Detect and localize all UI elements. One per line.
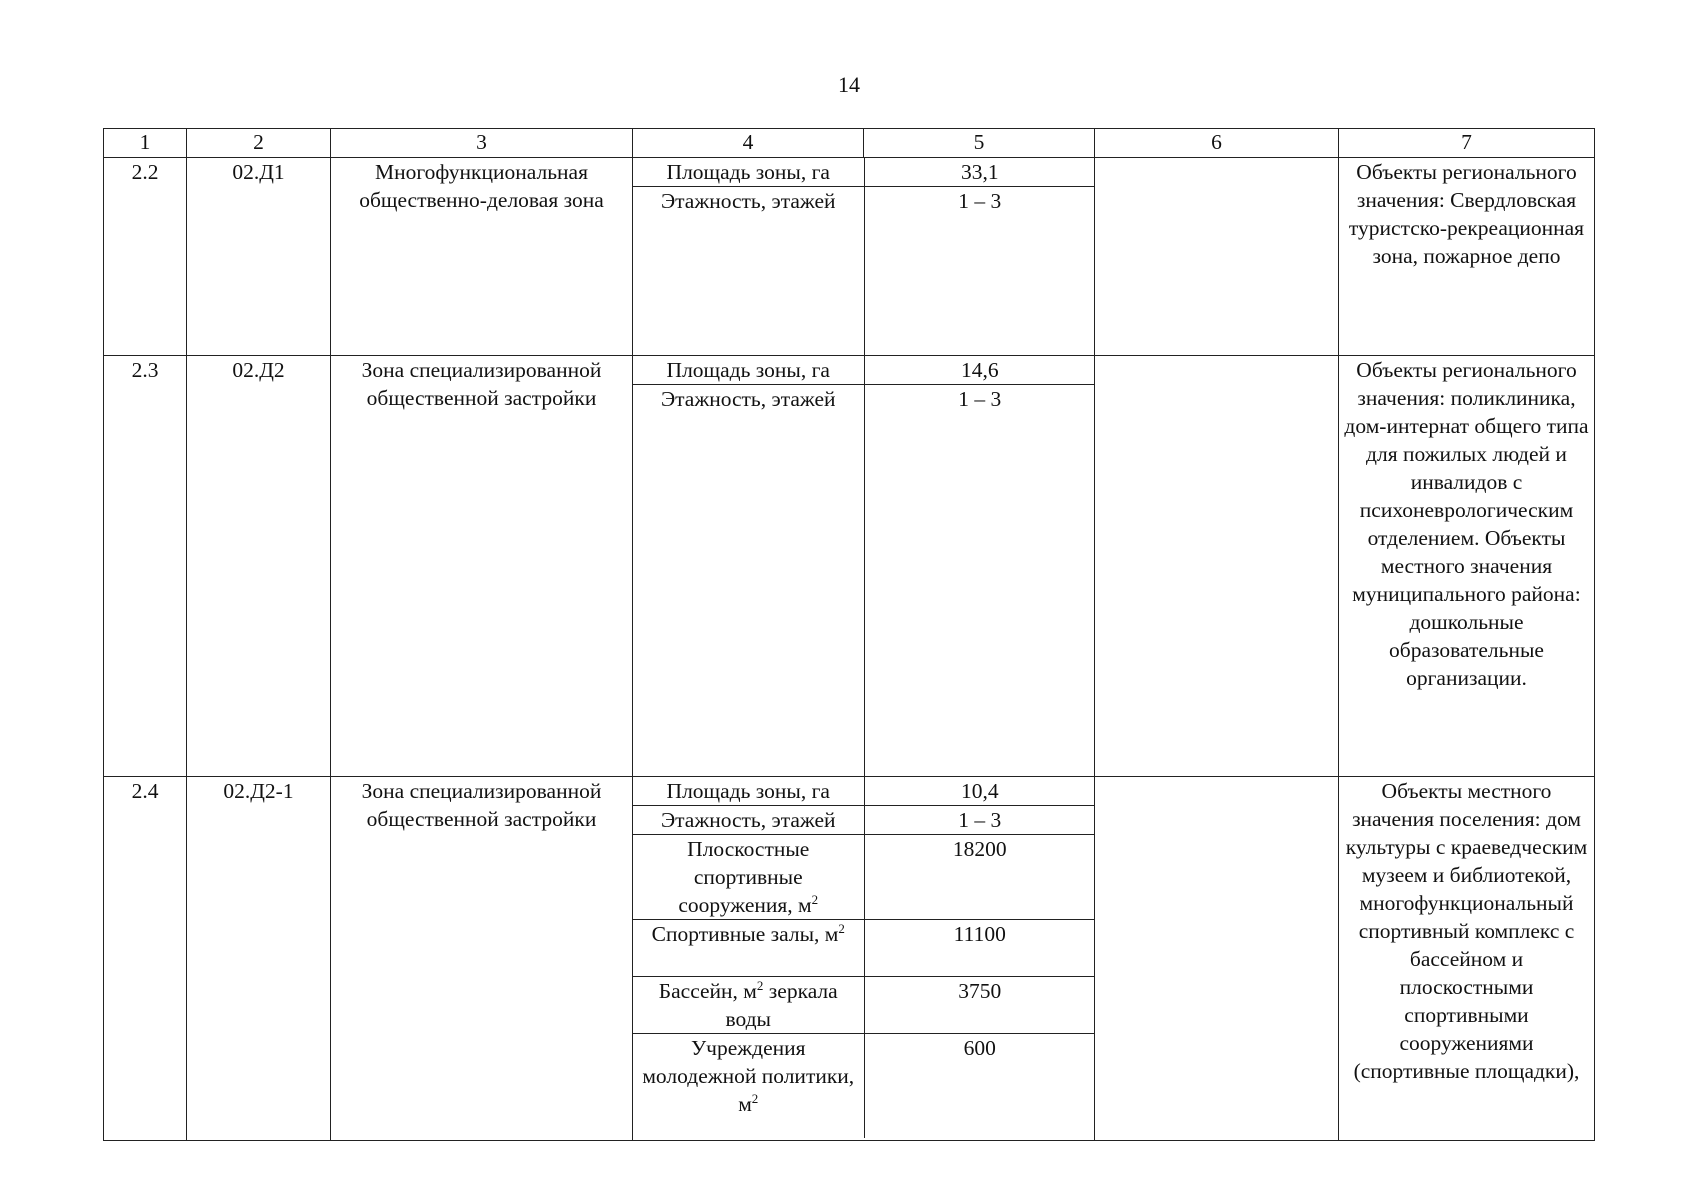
param-row (633, 384, 1095, 776)
header-cell-2: 2 (187, 129, 331, 158)
param-value: 1 – 3 (958, 386, 1002, 411)
zones-table (103, 128, 1595, 1141)
param-row (633, 806, 1095, 835)
param-row (633, 158, 1095, 187)
param-row (633, 835, 1095, 920)
row-number: 2.4 (104, 777, 187, 1141)
row-number: 2.2 (104, 158, 187, 356)
header-cell-6: 6 (1095, 129, 1339, 158)
param-name: Этажность, этажей (633, 384, 864, 776)
param-value: 1 – 3 (864, 806, 1095, 835)
param-value: 18200 (864, 835, 1095, 920)
params-table (633, 356, 1095, 777)
table-row (104, 158, 1595, 356)
param-row (633, 777, 1095, 806)
superscript: 2 (811, 891, 819, 907)
table-row (104, 777, 1595, 1141)
header-cell-3: 3 (331, 129, 633, 158)
param-name: Этажность, этажей (633, 187, 864, 355)
param-value: 33,1 (864, 158, 1095, 187)
param-row (633, 356, 1095, 385)
param-name-text: Спортивные залы, м (651, 922, 839, 946)
params-cell (633, 777, 1095, 1141)
objects-cell: Объекты регионального значения: поликлиника, дом-интернат общего типа для пожилых людей и инвалидов с психоневрологическим отделением. Объекты местного значения муниципального района: дошкольные образовательные организации. (1339, 355, 1595, 777)
col6-cell (1095, 777, 1339, 1141)
params-table (633, 777, 1095, 1138)
objects-cell: Объекты регионального значения: Свердловская туристско-рекреационная зона, пожарное депо (1339, 158, 1595, 356)
col6-cell (1095, 355, 1339, 777)
header-cell-7: 7 (1339, 129, 1595, 158)
param-value: 3750 (864, 977, 1095, 1034)
param-value: 10,4 (864, 777, 1095, 806)
param-name-text: зеркала воды (725, 979, 838, 1031)
header-cell-1: 1 (104, 129, 187, 158)
param-value: 11100 (864, 920, 1095, 977)
param-row (633, 920, 1095, 977)
param-row (633, 977, 1095, 1034)
param-name: Площадь зоны, га (633, 777, 864, 806)
zone-code: 02.Д1 (187, 158, 331, 356)
header-cell-4: 4 (633, 129, 864, 158)
param-name (633, 977, 864, 1034)
param-name (633, 920, 864, 977)
param-value: 600 (963, 1036, 996, 1060)
superscript: 2 (838, 920, 845, 936)
superscript: 2 (756, 977, 764, 993)
page-number: 14 (838, 72, 860, 97)
param-row (633, 187, 1095, 355)
params-cell (633, 355, 1095, 777)
objects-cell: Объекты местного значения поселения: дом культуры с краеведческим музеем и библиотекой, многофункциональный спортивный комплекс с бассейном и плоскостными спортивными сооружениями (спортивные площадки), (1339, 777, 1595, 1141)
row-number: 2.3 (104, 355, 187, 777)
param-value: 1 – 3 (958, 189, 1002, 213)
zone-name: Многофункциональная общественно-деловая зона (331, 158, 633, 356)
param-name-text: Плоскостные спортивные сооружения, м (678, 837, 812, 917)
zone-code: 02.Д2-1 (187, 777, 331, 1141)
param-name: Этажность, этажей (633, 806, 864, 835)
zone-code: 02.Д2 (187, 355, 331, 777)
col6-cell (1095, 158, 1339, 356)
param-row (633, 1034, 1095, 1138)
param-name (633, 1034, 864, 1138)
zone-name: Зона специализированной общественной застройки (331, 777, 633, 1141)
param-name-text: Учреждения молодежной политики, м (642, 1036, 855, 1116)
header-row (104, 129, 1595, 158)
zone-name: Зона специализированной общественной застройки (331, 355, 633, 777)
params-cell (633, 158, 1095, 356)
params-table (633, 158, 1095, 355)
param-value: 14,6 (864, 356, 1095, 385)
param-name-text: Бассейн, м (658, 979, 757, 1003)
param-name: Площадь зоны, га (633, 356, 864, 385)
param-name: Площадь зоны, га (633, 158, 864, 187)
superscript: 2 (751, 1090, 759, 1106)
param-name (633, 835, 864, 920)
table-row (104, 355, 1595, 777)
header-cell-5: 5 (864, 129, 1095, 158)
